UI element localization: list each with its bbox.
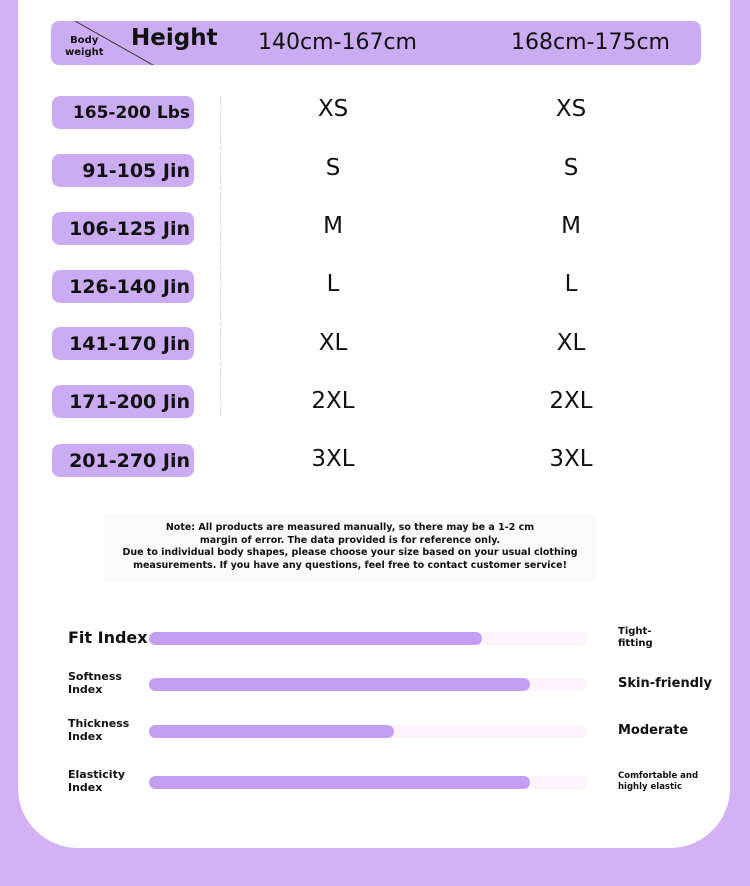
size-cell: S [325, 155, 341, 181]
elasticity-index-label: Elasticity Index [68, 768, 126, 794]
height-header: Height [131, 25, 218, 51]
size-cell: M [561, 213, 581, 239]
height-column-2: 168cm-175cm [511, 30, 670, 55]
size-cell: XS [555, 96, 587, 122]
fit-index-track [149, 632, 587, 645]
thickness-index-value: Moderate [618, 723, 689, 738]
fit-index-fill [149, 632, 482, 645]
weight-label: 171-200 Jin [52, 385, 194, 418]
elasticity-index-fill [149, 776, 530, 789]
weight-label: 106-125 Jin [52, 212, 194, 245]
size-cell: L [326, 271, 340, 297]
softness-index-track [149, 678, 587, 691]
elasticity-index-track [149, 776, 587, 789]
weight-label: 165-200 Lbs [52, 96, 194, 129]
fit-index-label: Fit Index [68, 628, 148, 647]
size-cell: 2XL [311, 388, 355, 414]
size-cell: XL [556, 330, 586, 356]
elasticity-index-value: Comfortable and highly elastic [618, 771, 699, 792]
table-header [51, 21, 701, 65]
softness-index-label: Softness Index [68, 670, 122, 696]
softness-index-fill [149, 678, 530, 691]
size-cell: S [563, 155, 579, 181]
weight-label: 201-270 Jin [52, 444, 194, 477]
thickness-index-fill [149, 725, 394, 738]
thickness-index-track [149, 725, 587, 738]
size-cell: L [564, 271, 578, 297]
softness-index-value: Skin-friendly [618, 676, 712, 691]
measurement-note: Note: All products are measured manually, so there may be a 1-2 cm margin of error. The data provided is for reference only. Due to individual body shapes, please choose your size based on your usual clothing measurements. If you have any questions, feel free to contact customer service! [104, 514, 596, 582]
size-cell: M [323, 213, 343, 239]
size-cell: 2XL [549, 388, 593, 414]
fabric-index-panel [52, 612, 712, 802]
thickness-index-label: Thickness Index [68, 717, 130, 743]
weight-label: 126-140 Jin [52, 270, 194, 303]
size-cell: 3XL [549, 446, 593, 472]
fit-index-value: Tight- fitting [618, 626, 653, 649]
column-divider [220, 96, 221, 416]
weight-label: 141-170 Jin [52, 327, 194, 360]
size-cell: XL [318, 330, 348, 356]
size-cell: 3XL [311, 446, 355, 472]
size-cell: XS [317, 96, 349, 122]
body-weight-header: Body weight [65, 35, 104, 58]
weight-label: 91-105 Jin [52, 154, 194, 187]
height-column-1: 140cm-167cm [258, 30, 417, 55]
